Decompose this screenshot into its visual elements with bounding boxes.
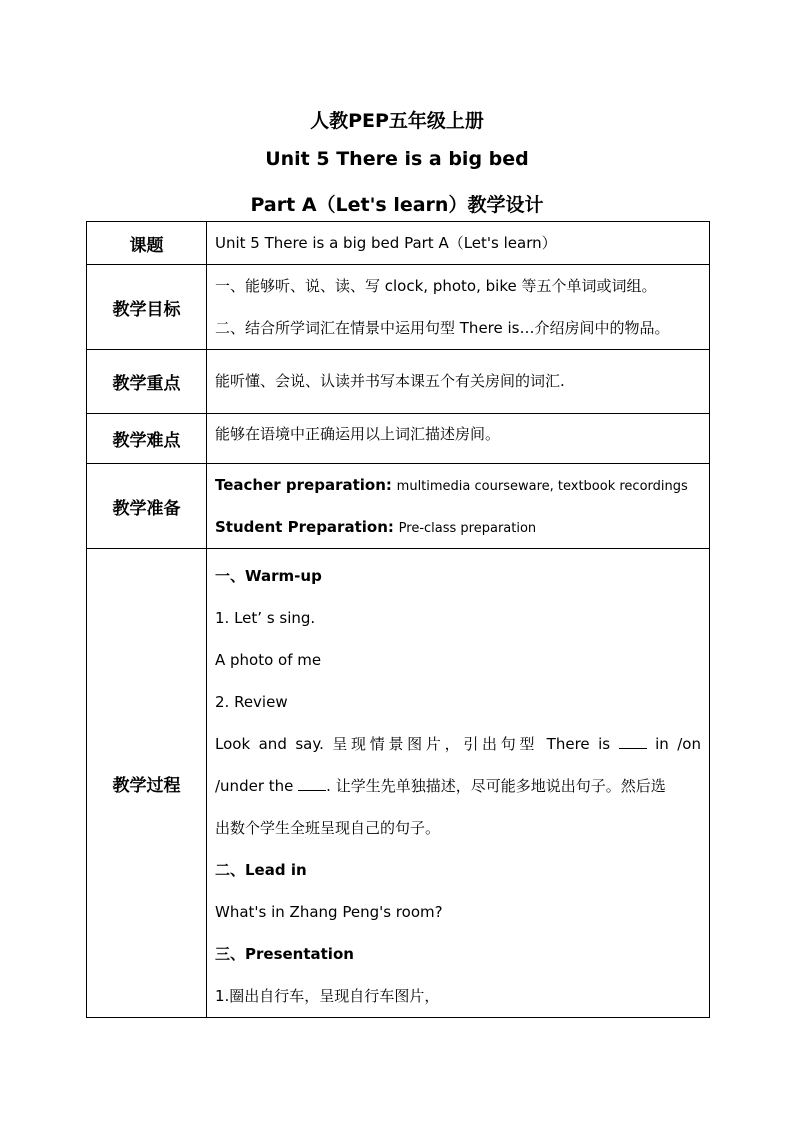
look-say-text: in /on	[655, 735, 701, 753]
difficulties-value: 能够在语境中正确运用以上词汇描述房间。	[215, 425, 501, 443]
review-step: 2. Review	[215, 693, 288, 711]
preparation-label: 教学准备	[87, 464, 207, 549]
objectives-cell	[207, 265, 710, 350]
row-difficulties	[87, 414, 710, 464]
song-title: A photo of me	[215, 651, 322, 669]
process-cell	[207, 549, 710, 1018]
lead-in-question: What's in Zhang Peng's room?	[215, 903, 443, 921]
process-label: 教学过程	[87, 549, 207, 1018]
look-say-text: . 让学生先单独描述，尽可能多地说出句子。然后选	[326, 777, 666, 795]
teacher-preparation	[215, 464, 701, 506]
teacher-preparation-value: multimedia courseware, textbook recordings	[396, 479, 688, 494]
preparation-cell	[207, 464, 710, 549]
student-preparation-value: Pre-class preparation	[398, 521, 537, 536]
look-say-text: Look and say. 呈现情景图片，引出句型 There is	[215, 735, 611, 753]
key-points-cell	[207, 350, 710, 414]
document-title: 人教PEP五年级上册	[310, 110, 484, 132]
key-points-label: 教学重点	[87, 350, 207, 414]
lesson-title: Part A（Let's learn）教学设计	[250, 194, 544, 216]
difficulties-label: 教学难点	[87, 414, 207, 464]
fill-blank	[619, 734, 647, 749]
row-key-points	[87, 350, 710, 414]
teacher-preparation-label: Teacher preparation:	[215, 476, 392, 494]
topic-label: 课题	[87, 222, 207, 265]
topic-value: Unit 5 There is a big bed Part A（Let's learn）	[215, 234, 557, 252]
warmup-heading: 一、Warm-up	[215, 567, 322, 585]
lesson-plan-table	[86, 221, 710, 1018]
look-say-line	[215, 765, 701, 807]
row-preparation	[87, 464, 710, 549]
topic-cell	[207, 222, 710, 265]
objectives-label: 教学目标	[87, 265, 207, 350]
row-objectives	[87, 265, 710, 350]
unit-title: Unit 5 There is a big bed	[265, 148, 529, 170]
look-say-text: /under the	[215, 777, 294, 795]
student-preparation	[215, 506, 701, 548]
look-say-line	[215, 723, 701, 765]
presentation-step: 1.圈出自行车，呈现自行车图片，	[215, 987, 440, 1005]
key-points-value: 能听懂、会说、认读并书写本课五个有关房间的词汇.	[215, 372, 565, 390]
objective-item: 一、能够听、说、读、写 clock, photo, bike 等五个单词或词组。	[215, 277, 657, 295]
difficulties-cell	[207, 414, 710, 464]
look-say-line: 出数个学生全班呈现自己的句子。	[215, 819, 441, 837]
lead-in-heading: 二、Lead in	[215, 861, 307, 879]
warmup-sing: 1. Let’ s sing.	[215, 609, 316, 627]
row-topic	[87, 222, 710, 265]
row-process	[87, 549, 710, 1018]
objective-item: 二、结合所学词汇在情景中运用句型 There is…介绍房间中的物品。	[215, 319, 670, 337]
presentation-heading: 三、Presentation	[215, 945, 354, 963]
student-preparation-label: Student Preparation:	[215, 518, 394, 536]
fill-blank	[298, 776, 326, 791]
